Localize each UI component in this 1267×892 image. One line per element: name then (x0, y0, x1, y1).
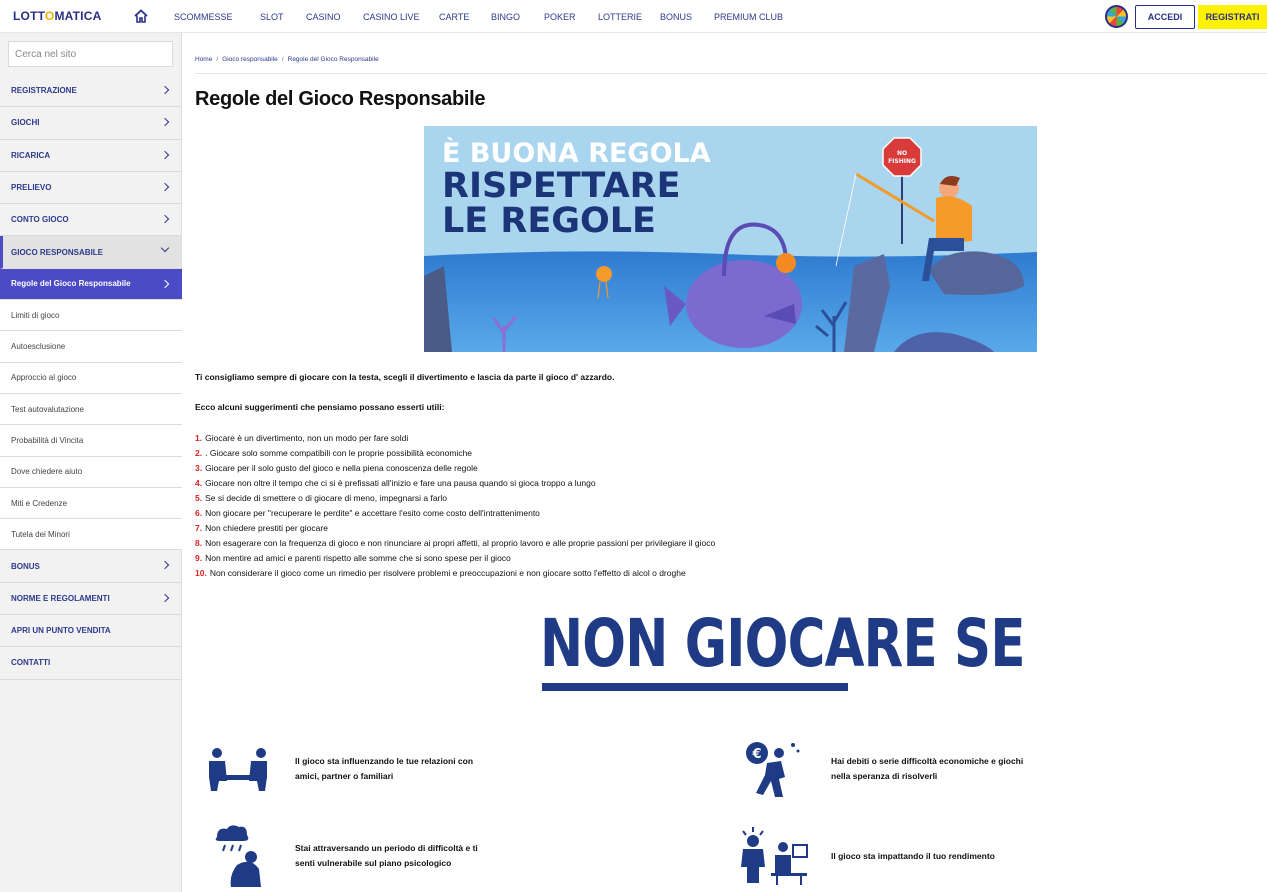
intro-text-2: Ecco alcuni suggerimenti che pensiamo possano esserti utili: (195, 402, 445, 412)
svg-text:€: € (752, 747, 762, 762)
sidebar-subitem-test[interactable]: Test autovalutazione (0, 394, 182, 425)
banner-line-1: È BUONA REGOLA (442, 138, 711, 169)
nav-lotterie[interactable]: LOTTERIE (598, 12, 643, 22)
sidebar-subitem-limiti[interactable]: Limiti di gioco (0, 300, 182, 331)
sign-text-2: FISHING (888, 158, 916, 165)
breadcrumb: Home / Gioco responsabile / Regole del Gioco Responsabile (195, 56, 379, 63)
search-input[interactable]: Cerca nel sito (8, 41, 173, 67)
sidebar-item-bonus[interactable]: BONUS (0, 550, 182, 582)
divider (195, 73, 1267, 74)
intro-text: Ti consigliamo sempre di giocare con la testa, scegli il divertimento e lascia da parte il gioco d' azzardo. (195, 372, 615, 382)
sidebar-item-gioco-responsabile[interactable]: GIOCO RESPONSABILE (0, 236, 182, 268)
list-item: 6. Non giocare per "recuperare le perdite" e accettare l'esito come costo dell'intrattenimento (195, 508, 540, 518)
list-item: 7. Non chiedere prestiti per giocare (195, 523, 328, 533)
login-button[interactable]: ACCEDI (1135, 5, 1195, 29)
chevron-right-icon (161, 183, 169, 191)
home-icon[interactable] (133, 8, 149, 24)
debt-icon (743, 739, 805, 799)
top-bar (0, 0, 1267, 33)
sidebar-item-punto-vendita[interactable]: APRI UN PUNTO VENDITA (0, 615, 182, 647)
warning-debt: Hai debiti o serie difficoltà economiche e giochi nella speranza di risolverli (831, 756, 1024, 781)
warning-title-underline (542, 683, 848, 691)
list-item: 8. Non esagerare con la frequenza di gioco e non rinunciare ai propri affetti, al proprio lavoro e alle proprie passioni per privilegiare il gioco (195, 538, 716, 548)
chevron-down-icon (161, 244, 169, 252)
sidebar-item-ricarica[interactable]: RICARICA (0, 140, 182, 172)
list-item: 4. Giocare non oltre il tempo che ci si è prefissati all'inizio e fare una pausa quando si gioca troppo a lungo (195, 478, 596, 488)
sidebar-subitem-approccio[interactable]: Approccio al gioco (0, 363, 182, 394)
banner-line-2: RISPETTARE (442, 166, 681, 206)
banner-image (424, 126, 1037, 352)
sidebar-item-norme[interactable]: NORME E REGOLAMENTI (0, 583, 182, 615)
breadcrumb-gioco-responsabile[interactable]: Gioco responsabile (222, 56, 278, 63)
list-item: 2. . Giocare solo somme compatibili con le proprie possibilità economiche (195, 448, 473, 458)
sidebar-item-conto-gioco[interactable]: CONTO GIOCO (0, 204, 182, 236)
nav-scommesse[interactable]: SCOMMESSE (174, 12, 233, 22)
sidebar-menu (0, 75, 182, 680)
sidebar-item-giochi[interactable]: GIOCHI (0, 107, 182, 139)
chevron-right-icon (161, 86, 169, 94)
list-item: 3. Giocare per il solo gusto del gioco e nella piena conoscenza delle regole (195, 463, 478, 473)
warning-vulnerable: Stai attraversando un periodo di difficoltà e ti senti vulnerabile sul piano psicologico (295, 843, 478, 868)
warning-title: NON GIOCARE SE (540, 605, 1025, 682)
stress-icon (739, 827, 809, 885)
sidebar-subitem-probabilita[interactable]: Probabilità di Vincita (0, 425, 182, 456)
main-nav (174, 12, 783, 22)
nav-casino[interactable]: CASINO (306, 12, 341, 22)
rain-cloud-icon (211, 823, 265, 889)
nav-premium-club[interactable]: PREMIUM CLUB (714, 12, 784, 22)
rules-list (195, 431, 715, 581)
nav-carte[interactable]: CARTE (439, 12, 470, 22)
sidebar (0, 33, 182, 892)
chevron-right-icon (161, 280, 169, 288)
breadcrumb-current: Regole del Gioco Responsabile (287, 56, 379, 63)
nav-slot[interactable]: SLOT (260, 12, 284, 22)
list-item: 9. Non mentire ad amici e parenti rispetto alle somme che si sono spese per il gioco (195, 553, 511, 563)
sidebar-item-prelievo[interactable]: PRELIEVO (0, 172, 182, 204)
register-button[interactable]: REGISTRATI (1198, 5, 1267, 29)
list-item: 5. Se si decide di smettere o di giocare di meno, impegnarsi a farlo (195, 493, 447, 503)
sidebar-subitem-regole[interactable]: Regole del Gioco Responsabile (0, 269, 182, 300)
nav-bingo[interactable]: BINGO (491, 12, 521, 22)
sidebar-subitem-miti[interactable]: Miti e Credenze (0, 488, 182, 519)
sidebar-subitem-minori[interactable]: Tutela dei Minori (0, 519, 182, 550)
banner-line-3: LE REGOLE (442, 201, 656, 241)
relationship-icon (205, 745, 271, 795)
chevron-right-icon (161, 150, 169, 158)
sidebar-item-registrazione[interactable]: REGISTRAZIONE (0, 75, 182, 107)
wheel-icon[interactable] (1105, 5, 1128, 28)
sidebar-subitem-autoesclusione[interactable]: Autoesclusione (0, 331, 182, 362)
nav-bonus[interactable]: BONUS (660, 12, 693, 22)
chevron-right-icon (161, 215, 169, 223)
nav-casino-live[interactable]: CASINO LIVE (363, 12, 420, 22)
sign-text-1: NO (896, 150, 908, 157)
warning-relationships: Il gioco sta influenzando le tue relazioni con amici, partner o familiari (295, 756, 474, 781)
list-item: 1. Giocare è un divertimento, non un modo per fare soldi (195, 433, 409, 443)
chevron-right-icon (161, 561, 169, 569)
warning-performance: Il gioco sta impattando il tuo rendimento (831, 851, 995, 861)
chevron-right-icon (161, 118, 169, 126)
nav-poker[interactable]: POKER (544, 12, 576, 22)
list-item: 10. Non considerare il gioco come un rimedio per risolvere problemi e preoccupazioni e non giocare sotto l'effetto di alcol o droghe (195, 568, 686, 578)
page-title: Regole del Gioco Responsabile (195, 88, 486, 110)
sidebar-subitem-aiuto[interactable]: Dove chiedere aiuto (0, 457, 182, 488)
breadcrumb-home[interactable]: Home (195, 56, 213, 63)
lottomatica-logo[interactable]: LOTTOMATICA (13, 9, 102, 23)
chevron-right-icon (161, 594, 169, 602)
sidebar-item-contatti[interactable]: CONTATTI (0, 647, 182, 679)
